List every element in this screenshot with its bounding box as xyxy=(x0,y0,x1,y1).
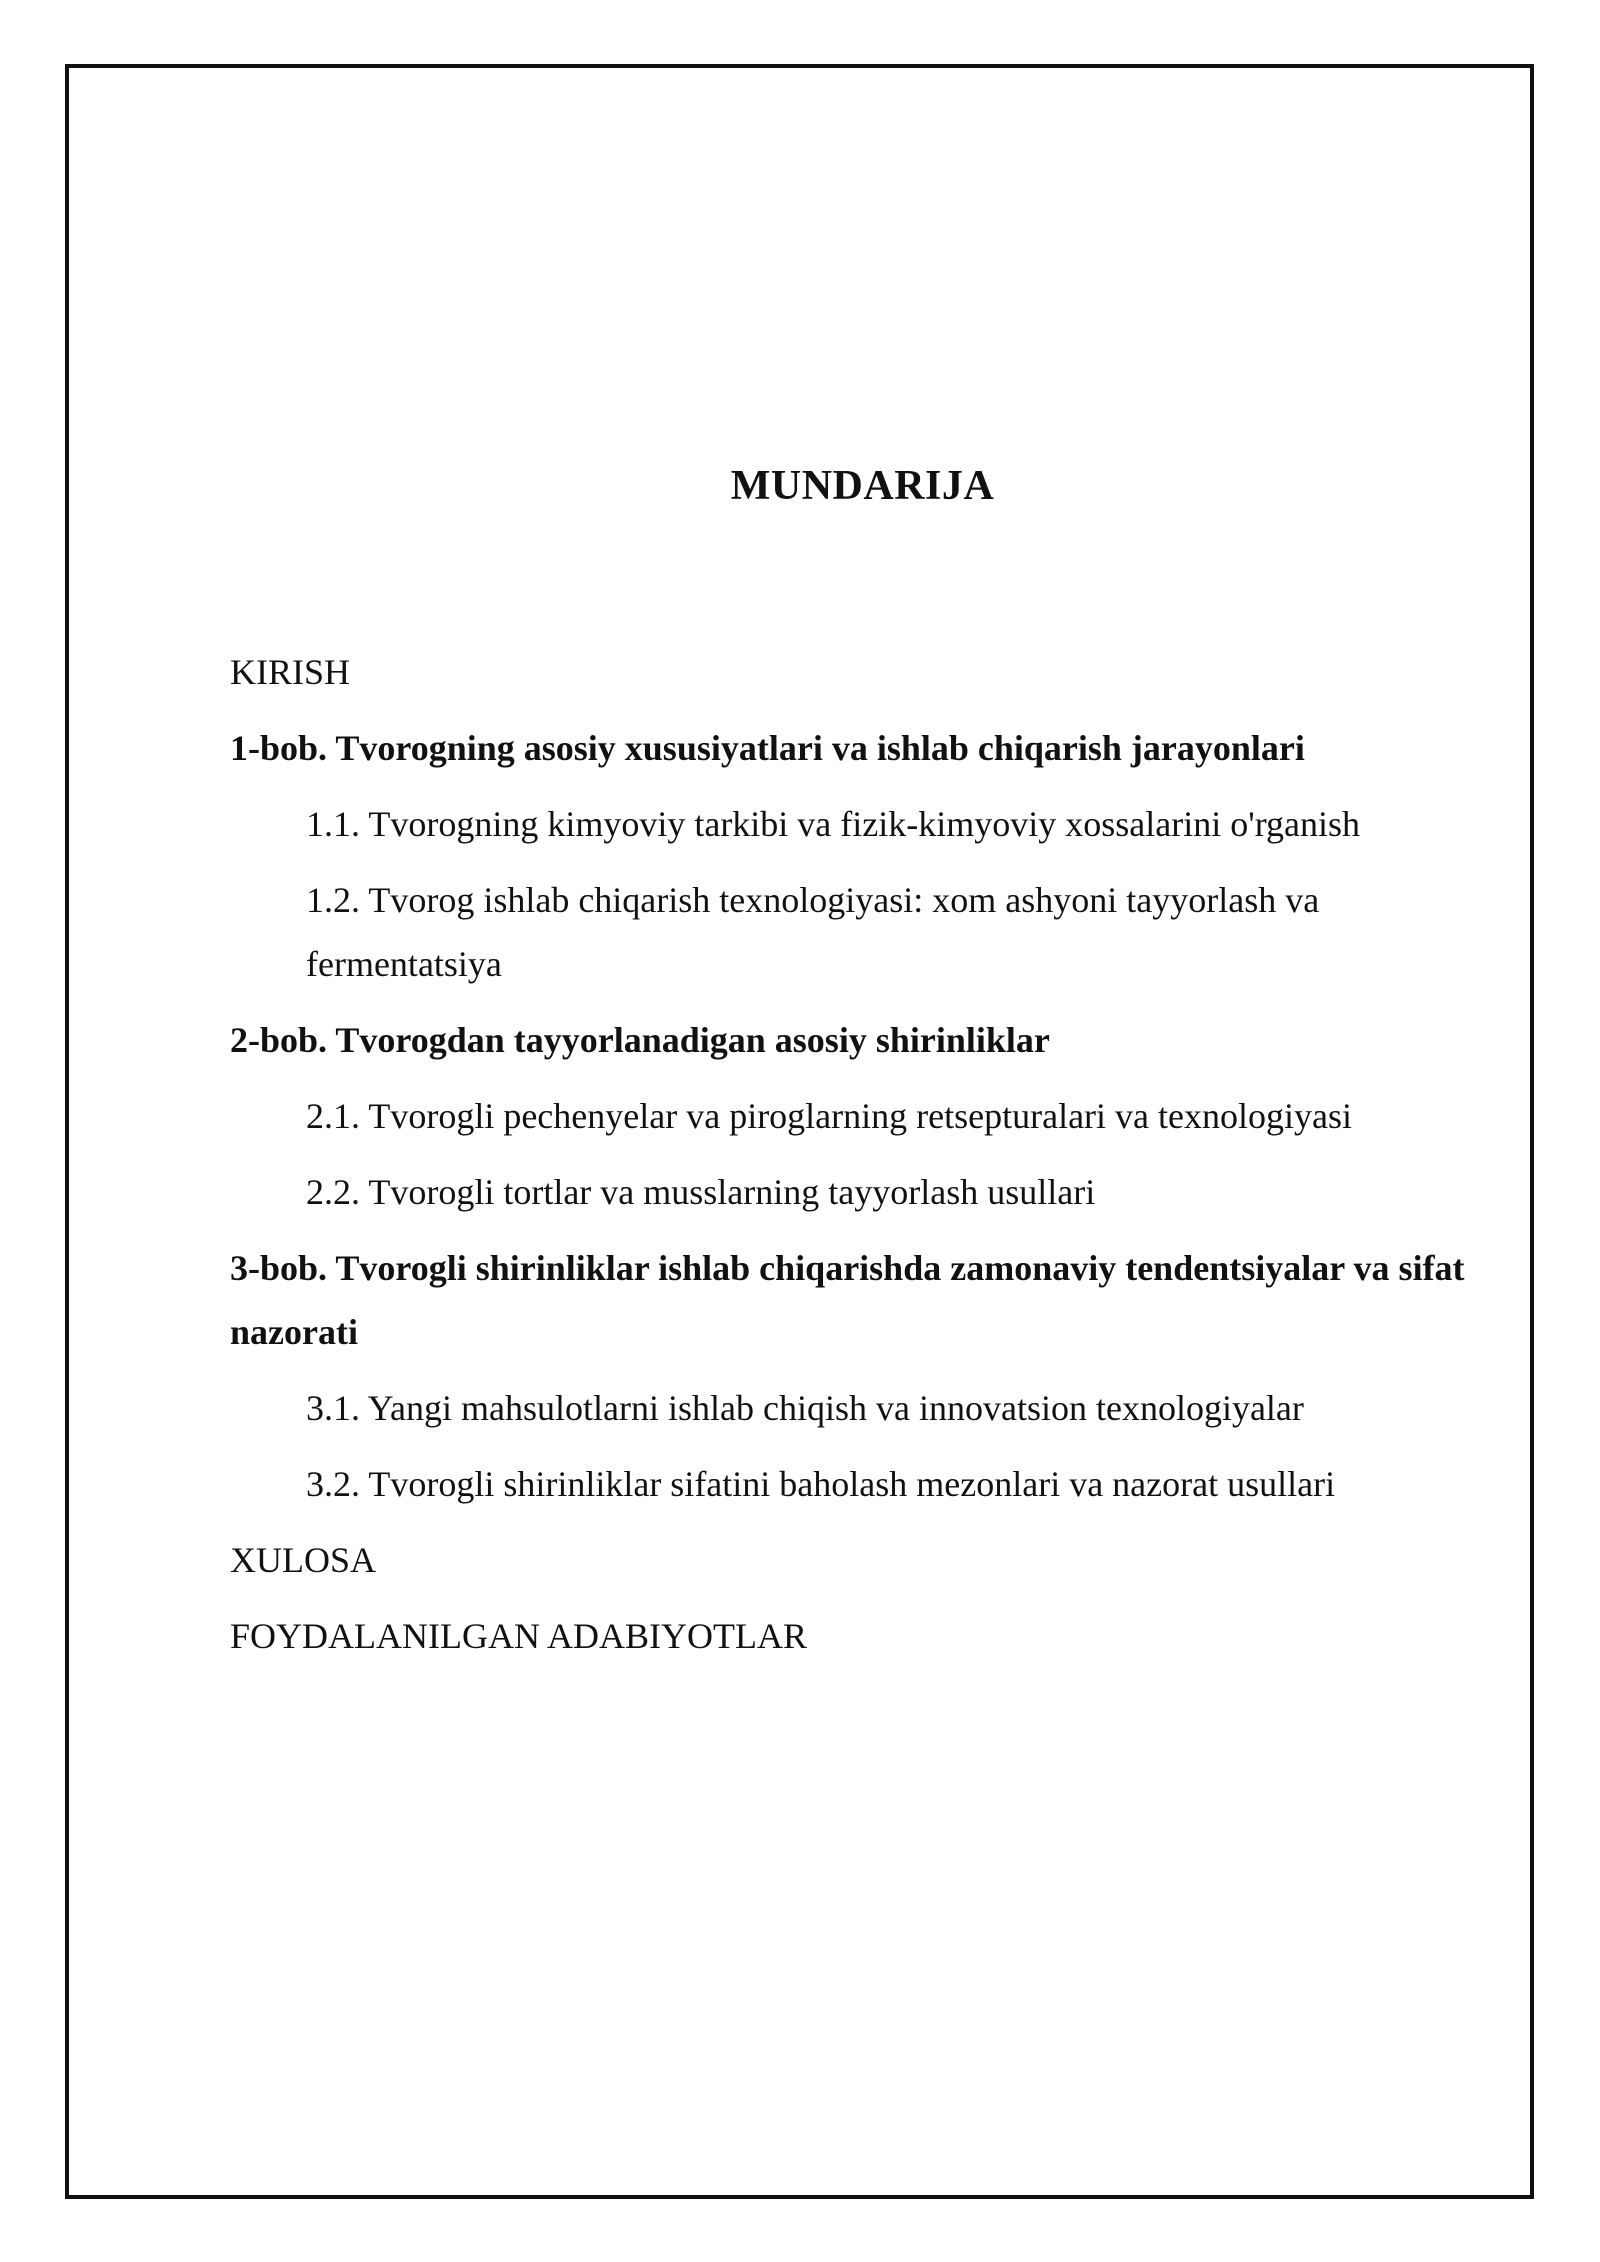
toc-chapter-1: 1-bob. Tvorogning asosiy xususiyatlari va ishlab chiqarish jarayonlari xyxy=(230,728,1305,768)
toc-section-1-1: 1.1. Tvorogning kimyoviy tarkibi va fizik-kimyoviy xossalarini o'rganish xyxy=(306,804,1361,844)
toc-section-2-2: 2.2. Tvorogli tortlar va musslarning tayyorlash usullari xyxy=(306,1172,1096,1212)
toc-chapter-2: 2-bob. Tvorogdan tayyorlanadigan asosiy shirinliklar xyxy=(230,1020,1050,1060)
toc-entry-references: FOYDALANILGAN ADABIYOTLAR xyxy=(230,1616,807,1656)
toc-title: MUNDARIJA xyxy=(730,463,995,509)
toc-section-3-2: 3.2. Tvorogli shirinliklar sifatini baholash mezonlari va nazorat usullari xyxy=(306,1464,1336,1504)
toc-section-1-2: 1.2. Tvorog ishlab chiqarish texnologiyasi: xom ashyoni tayyorlash va fermentatsiya xyxy=(306,880,1320,984)
toc-section-2-1: 2.1. Tvorogli pechenyelar va piroglarning retsepturalari va texnologiyasi xyxy=(306,1096,1353,1136)
table-of-contents xyxy=(230,640,1470,1680)
toc-entry-conclusion: XULOSA xyxy=(230,1540,377,1580)
toc-entry-intro: KIRISH xyxy=(230,652,351,692)
toc-chapter-3: 3-bob. Tvorogli shirinliklar ishlab chiqarishda zamonaviy tendentsiyalar va sifat nazorati xyxy=(230,1248,1465,1352)
toc-section-3-1: 3.1. Yangi mahsulotlarni ishlab chiqish va innovatsion texnologiyalar xyxy=(306,1388,1304,1428)
